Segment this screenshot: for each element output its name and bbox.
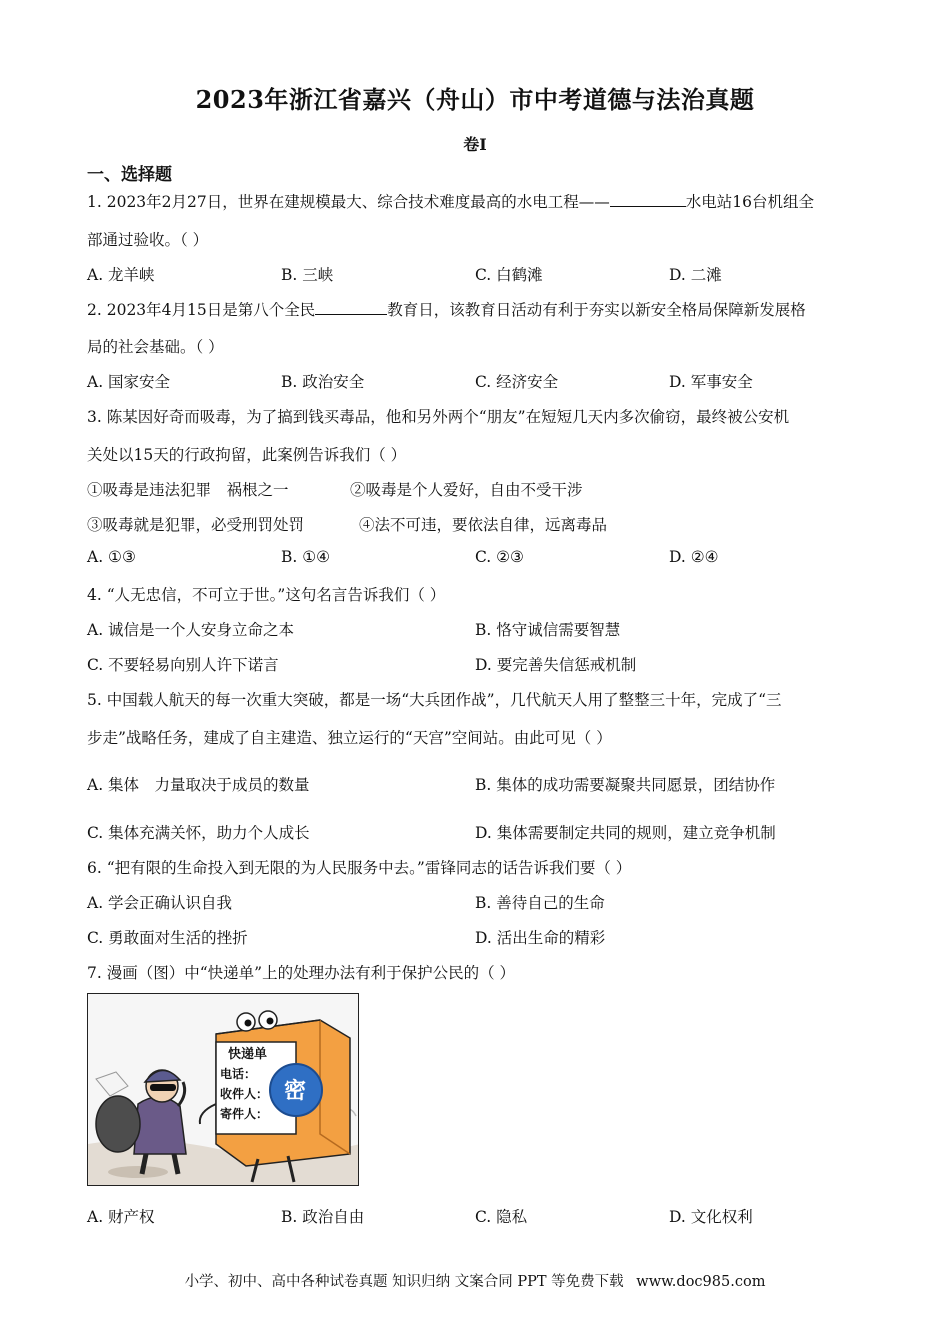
waybill-recipient: 收件人： — [220, 1087, 269, 1101]
q7-option-a: A. 财产权 — [87, 1208, 155, 1226]
q4-option-a: A. 诚信是一个人安身立命之本 — [87, 621, 295, 639]
answer-blank — [610, 192, 686, 207]
q3-option-d: D. ②④ — [669, 548, 719, 566]
q2-option-b: B. 政治安全 — [281, 373, 365, 391]
footer-link[interactable]: www.doc985.com — [636, 1274, 766, 1290]
q5-option-a: A. 集体 力量取决于成员的数量 — [87, 776, 310, 794]
q1-option-d: D. 二滩 — [669, 266, 722, 284]
answer-blank — [315, 300, 387, 315]
page-title: 2023年浙江省嘉兴（舟山）市中考道德与法治真题 — [195, 85, 755, 114]
q2-option-a: A. 国家安全 — [87, 373, 171, 391]
q3-statement-2: ②吸毒是个人爱好，自由不受干涉 — [350, 481, 583, 499]
q4-option-b: B. 恪守诚信需要智慧 — [475, 621, 621, 639]
page-footer — [0, 1270, 950, 1291]
section-heading: 一、选择题 — [87, 165, 172, 185]
question-7-line-1: 7. 漫画（图）中“快递单”上的处理办法有利于保护公民的（ ） — [87, 964, 515, 982]
q4-option-c: C. 不要轻易向别人许下诺言 — [87, 656, 279, 674]
q6-option-b: B. 善待自己的生命 — [475, 894, 605, 912]
q2-option-c: C. 经济安全 — [475, 373, 559, 391]
question-5-line-1: 5. 中国载人航天的每一次重大突破，都是一场“大兵团作战”，几代航天人用了整整三十年，完成了“三 — [87, 691, 782, 709]
question-3-line-2: 关处以15天的行政拘留，此案例告诉我们（ ） — [87, 446, 407, 464]
q6-option-a: A. 学会正确认识自我 — [87, 894, 233, 912]
q3-option-c: C. ②③ — [475, 548, 524, 566]
cartoon-figure — [87, 993, 359, 1186]
question-2-line-1: 2. 2023年4月15日是第八个全民 教育日，该教育日活动有利于夯实以新安全格局保障新发展格 — [87, 301, 806, 319]
footer-text: 小学、初中、高中各种试卷真题 知识归纳 文案合同 PPT 等免费下载 — [184, 1274, 624, 1290]
secret-stamp: 密 — [284, 1079, 307, 1104]
q1-option-b: B. 三峡 — [281, 266, 334, 284]
q3-statement-4: ④法不可违，要依法自律，远离毒品 — [359, 516, 608, 534]
question-2-line-2: 局的社会基础。（ ） — [87, 338, 224, 356]
cartoon-illustration — [88, 994, 359, 1186]
waybill-sender: 寄件人： — [220, 1107, 269, 1121]
q1-option-c: C. 白鹤滩 — [475, 266, 543, 284]
q3-option-b: B. ①④ — [281, 548, 331, 566]
question-1-line-2: 部通过验收。（ ） — [87, 231, 209, 249]
q7-option-c: C. 隐私 — [475, 1208, 528, 1226]
question-5-line-2: 步走”战略任务，建成了自主建造、独立运行的“天宫”空间站。由此可见（ ） — [87, 729, 612, 747]
q4-option-d: D. 要完善失信惩戒机制 — [475, 656, 637, 674]
q6-option-c: C. 勇敢面对生活的挫折 — [87, 929, 248, 947]
question-3-line-1: 3. 陈某因好奇而吸毒，为了搞到钱买毒品，他和另外两个“朋友”在短短几天内多次偷窃，最终被公安机 — [87, 408, 790, 426]
q7-option-b: B. 政治自由 — [281, 1208, 365, 1226]
q5-option-d: D. 集体需要制定共同的规则，建立竞争机制 — [475, 824, 776, 842]
q2-option-d: D. 军事安全 — [669, 373, 753, 391]
waybill-phone: 电话： — [220, 1067, 257, 1081]
q1-option-a: A. 龙羊峡 — [87, 266, 155, 284]
q5-option-b: B. 集体的成功需要凝聚共同愿景，团结协作 — [475, 776, 776, 794]
waybill-title: 快递单 — [228, 1047, 268, 1062]
q3-statement-3: ③吸毒就是犯罪，必受刑罚处罚 — [87, 516, 305, 534]
question-1-line-1: 1. 2023年2月27日，世界在建规模最大、综合技术难度最高的水电工程—— 水电站16台机组全 — [87, 193, 814, 211]
paper-subtitle: 卷I — [463, 135, 487, 154]
q6-option-d: D. 活出生命的精彩 — [475, 929, 606, 947]
question-4-line-1: 4. “人无忠信，不可立于世。”这句名言告诉我们（ ） — [87, 586, 446, 604]
q5-option-c: C. 集体充满关怀，助力个人成长 — [87, 824, 310, 842]
q3-option-a: A. ①③ — [87, 548, 136, 566]
q7-option-d: D. 文化权利 — [669, 1208, 753, 1226]
question-6-line-1: 6. “把有限的生命投入到无限的为人民服务中去。”雷锋同志的话告诉我们要（ ） — [87, 859, 632, 877]
q3-statement-1: ①吸毒是违法犯罪 祸根之一 — [87, 481, 289, 499]
